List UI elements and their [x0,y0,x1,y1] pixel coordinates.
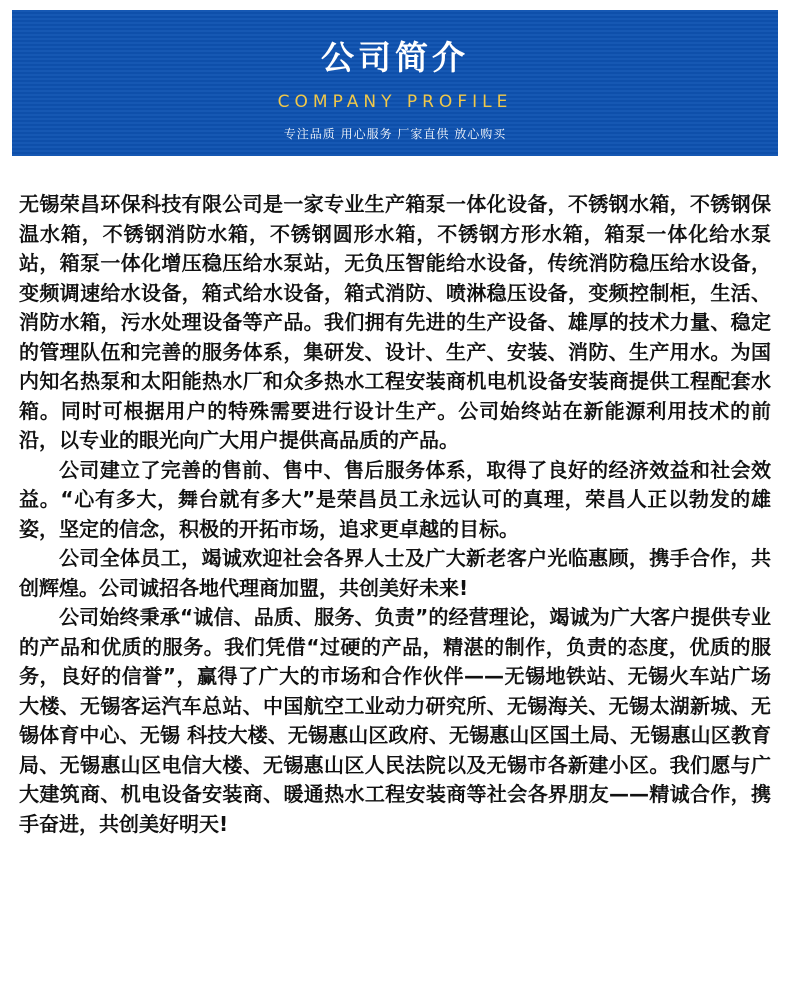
paragraph-intro: 无锡荣昌环保科技有限公司是一家专业生产箱泵一体化设备，不锈钢水箱，不锈钢保温水箱，不锈钢消防水箱，不锈钢圆形水箱，不锈钢方形水箱，箱泵一体化给水泵站，箱泵一体化增压稳压给水泵站，无负压智能给水设备，传统消防稳压给水设备，变频调速给水设备，箱式给水设备，箱式消防、喷淋稳压设备，变频控制柜，生活、消防水箱，污水处理设备等产品。我们拥有先进的生产设备、雄厚的技术力量、稳定的管理队伍和完善的服务体系，集研发、设计、生产、安装、消防、生产用水。为国内知名热泵和太阳能热水厂和众多热水工程安装商机电机设备安装商提供工程配套水箱。同时可根据用户的特殊需要进行设计生产。公司始终站在新能源利用技术的前沿，以专业的眼光向广大用户提供高品质的产品。 [19,192,771,452]
slogan: 专注品质 用心服务 厂家直供 放心购买 [283,127,507,141]
paragraph-service: 公司建立了完善的售前、售中、售后服务体系，取得了良好的经济效益和社会效益。“心有多大，舞台就有多大”是荣昌员工永远认可的真理，荣昌人正以勃发的雄姿，坚定的信念，积极的开拓市场，追求更卓越的目标。 [19,457,771,541]
paragraph-welcome: 公司全体员工，竭诚欢迎社会各界人士及广大新老客户光临惠顾，携手合作，共创辉煌。公司诚招各地代理商加盟，共创美好未来! [19,546,771,600]
page-title: 公司简介 [321,38,469,77]
paragraph-partners: 公司始终秉承“诚信、品质、服务、负责”的经营理论，竭诚为广大客户提供专业的产品和优质的服务。我们凭借“过硬的产品，精湛的制作，负责的态度，优质的服务，良好的信誉”，赢得了广大的市场和合作伙伴——无锡地铁站、无锡火车站广场大楼、无锡客运汽车总站、中国航空工业动力研究所、无锡海关、无锡太湖新城、无锡体育中心、无锡 科技大楼、无锡惠山区政府、无锡惠山区国土局、无锡惠山区教育局、无锡惠山区电信大楼、无锡惠山区人民法院以及无锡市各新建小区。我们愿与广大建筑商、机电设备安装商、暖通热水工程安装商等社会各界朋友——精诚合作，携手奋进，共创美好明天! [19,605,771,836]
profile-body [19,190,771,839]
page-subtitle: COMPANY PROFILE [277,92,513,112]
header-banner [12,10,778,156]
